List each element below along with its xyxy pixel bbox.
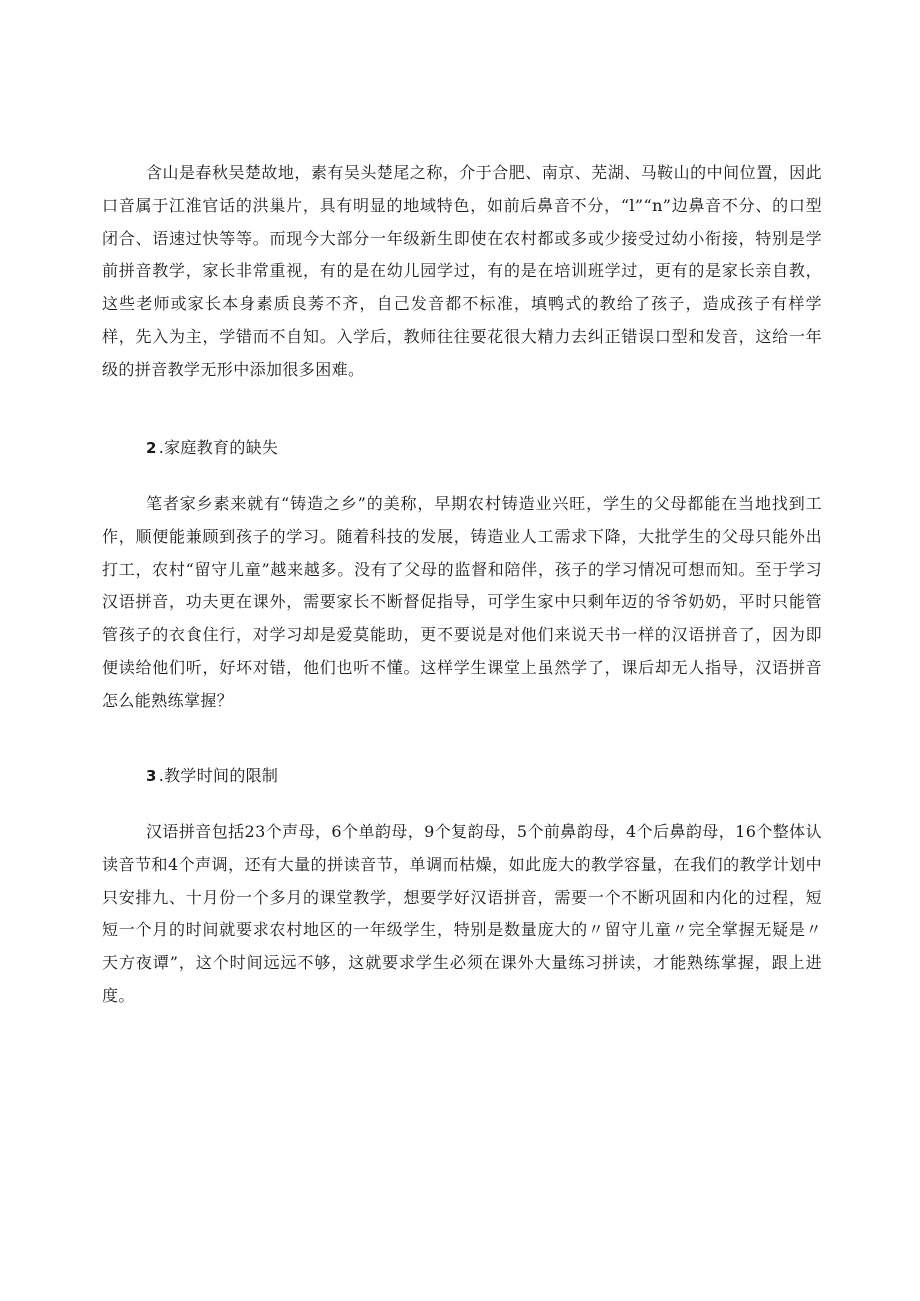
section-heading-teaching-time (146, 764, 278, 788)
paragraph-family-education: 笔者家乡素来就有“铸造之乡”的美称，早期农村铸造业兴旺，学生的父母都能在当地找到工作，顺便能兼顾到孩子的学习。随着科技的发展，铸造业人工需求下降，大批学生的父母只能外出打工，农村“留守儿童”越来越多。没有了父母的监督和陪伴，孩子的学习情况可想而知。至于学习汉语拼音，功夫更在课外，需要家长不断督促指导，可学生家中只剩年迈的爷爷奶奶，平时只能管管孩子的衣食住行，对学习却是爱莫能助，更不要说是对他们来说天书一样的汉语拼音了，因为即便读给他们听，好坏对错，他们也听不懂。这样学生课堂上虽然学了，课后却无人指导，汉语拼音怎么能熟练掌握？ (102, 494, 822, 710)
section-title: .教学时间的限制 (158, 766, 279, 785)
paragraph-teaching-time: 汉语拼音包括23个声母，6个单韵母，9个复韵母，5个前鼻韵母，4个后鼻韵母，16个整体认读音节和4个声调，还有大量的拼读音节，单调而枯燥，如此庞大的教学容量，在我们的教学计划中只安排九、十月份一个多月的课堂教学，想要学好汉语拼音，需要一个不断巩固和内化的过程，短短一个月的时间就要求农村地区的一年级学生，特别是数量庞大的〃留守儿童〃完全掌握无疑是〃天方夜谭”，这个时间远远不够，这就要求学生必须在课外大量练习拼读，才能熟练掌握，跟上进度。 (102, 822, 822, 1005)
section-title: .家庭教育的缺失 (158, 438, 279, 457)
section-heading-family-education (146, 436, 278, 460)
section-number: 3 (146, 767, 157, 785)
section-number: 2 (146, 439, 157, 457)
paragraph-dialect-influence: 含山是春秋吴楚故地，素有吴头楚尾之称，介于合肥、南京、芜湖、马鞍山的中间位置，因此口音属于江淮官话的洪巢片，具有明显的地域特色，如前后鼻音不分，“l”“n”边鼻音不分、的口型闭合、语速过快等等。而现今大部分一年级新生即使在农村都或多或少接受过幼小衔接，特别是学前拼音教学，家长非常重视，有的是在幼儿园学过，有的是在培训班学过，更有的是家长亲自教，这些老师或家长本身素质良莠不齐，自己发音都不标准，填鸭式的教给了孩子，造成孩子有样学样，先入为主，学错而不自知。入学后，教师往往要花很大精力去纠正错误口型和发音，这给一年级的拼音教学无形中添加很多困难。 (102, 163, 822, 379)
